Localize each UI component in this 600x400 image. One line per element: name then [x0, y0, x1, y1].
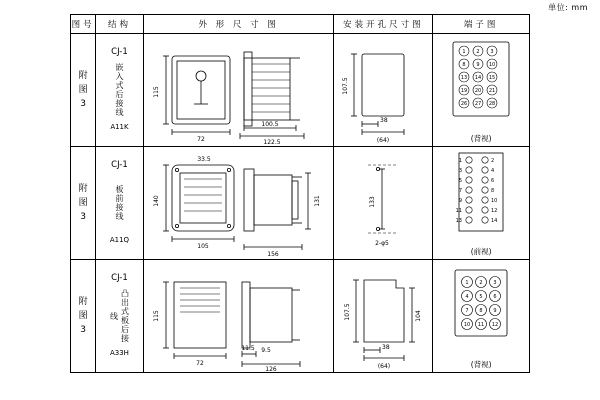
svg-text:9: 9 — [476, 62, 480, 68]
hole-dim-height2: 104 — [415, 310, 423, 322]
hole-spec: 2-φ5 — [375, 240, 390, 247]
hole-dim-width: (64) — [378, 363, 391, 370]
svg-text:12: 12 — [491, 208, 498, 214]
svg-text:27: 27 — [475, 101, 482, 107]
svg-text:2: 2 — [476, 49, 480, 55]
row-no-line: 附 — [78, 297, 88, 307]
svg-text:4: 4 — [491, 168, 495, 174]
svg-text:7: 7 — [459, 188, 463, 194]
svg-text:9: 9 — [493, 308, 497, 314]
dim-depth-bottom: 126 — [265, 366, 277, 372]
row-dimension-cell — [143, 147, 334, 260]
row-no-line: 3 — [80, 99, 86, 109]
svg-text:8: 8 — [479, 308, 483, 314]
header-col-terminal: 端子图 — [433, 15, 530, 34]
row-no-line: 附 — [78, 184, 88, 194]
hole-dim-height: 133 — [369, 196, 377, 208]
structure-type: 凸出式板后接线 — [109, 289, 130, 343]
table-row — [71, 260, 530, 373]
svg-text:11: 11 — [478, 322, 485, 328]
svg-text:1: 1 — [465, 280, 469, 286]
structure-model: A11K — [110, 123, 129, 131]
svg-text:10: 10 — [464, 322, 471, 328]
unit-label: 单位: mm — [548, 3, 588, 12]
table-header-row — [71, 15, 530, 34]
dim-height-left: 140 — [152, 195, 160, 207]
svg-text:19: 19 — [461, 88, 468, 94]
row-no-line: 图 — [78, 311, 88, 321]
header-col-hole: 安装开孔尺寸图 — [334, 15, 433, 34]
row-dimension-cell — [143, 34, 334, 147]
structure-code: CJ-1 — [111, 159, 128, 170]
structure-model: A33H — [109, 349, 129, 357]
dim-height-left: 115 — [152, 86, 160, 98]
dim-width-bottom: 72 — [196, 136, 205, 143]
structure-type: 板前接线 — [114, 185, 124, 221]
row-number-cell — [71, 147, 96, 260]
svg-text:12: 12 — [492, 322, 499, 328]
svg-text:10: 10 — [489, 62, 496, 68]
row-dimension-cell — [143, 260, 334, 373]
svg-text:14: 14 — [475, 75, 482, 81]
hole-dim-small: 38 — [380, 117, 389, 124]
dim-width-bottom: 72 — [195, 360, 204, 367]
structure-code: CJ-1 — [111, 46, 128, 57]
svg-text:3: 3 — [459, 168, 463, 174]
svg-text:8: 8 — [462, 62, 466, 68]
svg-text:1: 1 — [459, 158, 463, 164]
hole-dim-small: 38 — [382, 344, 391, 351]
hole-dim-height: 107.5 — [342, 77, 350, 95]
svg-text:13: 13 — [455, 218, 463, 224]
dim-small-2: 11.5 — [241, 345, 255, 352]
row-structure-cell — [96, 260, 144, 373]
svg-text:20: 20 — [475, 88, 482, 94]
specification-table — [70, 14, 530, 373]
svg-text:13: 13 — [461, 75, 468, 81]
table-row — [71, 147, 530, 260]
dim-height-left: 115 — [152, 310, 160, 322]
svg-text:11: 11 — [455, 208, 463, 214]
svg-text:2: 2 — [479, 280, 483, 286]
svg-text:2: 2 — [491, 158, 495, 164]
row-terminal-cell — [433, 260, 530, 373]
dim-depth-bottom: 156 — [267, 251, 279, 258]
row-no-line: 图 — [78, 198, 88, 208]
svg-text:6: 6 — [491, 178, 495, 184]
svg-text:3: 3 — [490, 49, 494, 55]
row-no-line: 图 — [78, 85, 88, 95]
structure-type: 嵌入式后接线 — [114, 63, 124, 117]
row-no-line: 3 — [80, 325, 86, 335]
row-hole-cell — [334, 147, 433, 260]
dim-top-width: 33.5 — [197, 156, 211, 163]
row-no-line: 3 — [80, 212, 86, 222]
hole-dim-width: (64) — [377, 137, 390, 144]
dim-depth-bottom: 122.5 — [263, 139, 281, 146]
dim-depth-top: 100.5 — [261, 121, 279, 128]
terminal-view-note: (背视) — [470, 360, 492, 369]
svg-text:3: 3 — [493, 280, 497, 286]
hole-dim-height: 107.5 — [344, 303, 352, 321]
header-col-dimension: 外 形 尺 寸 图 — [143, 15, 334, 34]
row-terminal-cell — [433, 34, 530, 147]
row-hole-cell — [334, 34, 433, 147]
svg-text:5: 5 — [479, 294, 483, 300]
header-col-no: 图号 — [71, 15, 96, 34]
svg-text:21: 21 — [489, 88, 496, 94]
terminal-view-note: (背视) — [470, 134, 492, 143]
header-col-struct: 结构 — [96, 15, 144, 34]
dim-width-bottom: 105 — [197, 243, 209, 250]
row-number-cell — [71, 260, 96, 373]
dim-height-right: 131 — [313, 195, 321, 207]
structure-model: A11Q — [109, 236, 130, 244]
svg-text:4: 4 — [465, 294, 469, 300]
svg-text:15: 15 — [489, 75, 496, 81]
svg-text:26: 26 — [461, 101, 468, 107]
row-number-cell — [71, 34, 96, 147]
svg-text:7: 7 — [465, 308, 469, 314]
table-row — [71, 34, 530, 147]
terminal-view-note: (前视) — [470, 247, 492, 256]
svg-text:6: 6 — [493, 294, 497, 300]
row-no-line: 附 — [78, 71, 88, 81]
dim-small: 9.5 — [260, 347, 271, 354]
svg-text:14: 14 — [491, 218, 498, 224]
svg-text:28: 28 — [489, 101, 496, 107]
row-structure-cell — [96, 147, 144, 260]
structure-code: CJ-1 — [111, 272, 128, 283]
svg-text:9: 9 — [459, 198, 463, 204]
row-terminal-cell — [433, 147, 530, 260]
svg-text:5: 5 — [459, 178, 463, 184]
svg-text:1: 1 — [462, 49, 466, 55]
row-structure-cell — [96, 34, 144, 147]
svg-text:8: 8 — [491, 188, 495, 194]
row-hole-cell — [334, 260, 433, 373]
svg-text:10: 10 — [491, 198, 498, 204]
